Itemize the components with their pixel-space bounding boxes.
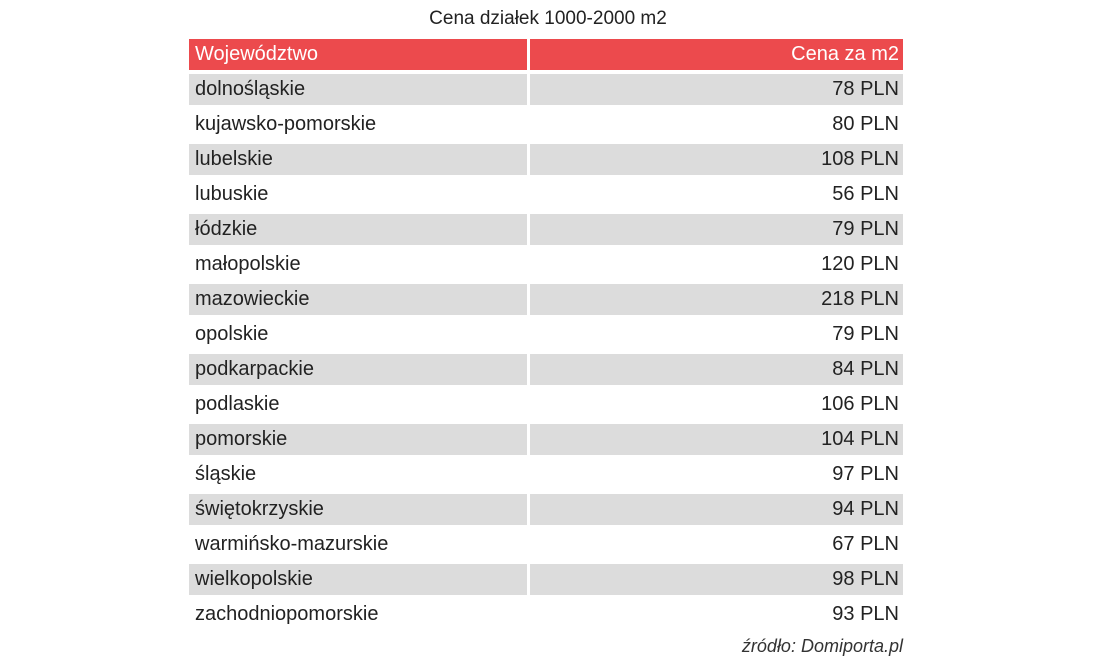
region-cell: zachodniopomorskie (189, 599, 527, 634)
price-cell: 93 PLN (527, 599, 903, 634)
table-row (189, 144, 903, 179)
table-row (189, 109, 903, 144)
source-note: źródło: Domiporta.pl (741, 636, 903, 656)
table-row (189, 249, 903, 284)
region-cell: podkarpackie (189, 354, 527, 389)
region-cell: podlaskie (189, 389, 527, 424)
price-cell: 79 PLN (527, 214, 903, 249)
price-cell: 120 PLN (527, 249, 903, 284)
table-row (189, 564, 903, 599)
table-header-row (189, 39, 903, 74)
price-cell: 108 PLN (527, 144, 903, 179)
price-cell: 79 PLN (527, 319, 903, 354)
region-cell: lubelskie (189, 144, 527, 179)
region-cell: łódzkie (189, 214, 527, 249)
region-cell: śląskie (189, 459, 527, 494)
region-cell: świętokrzyskie (189, 494, 527, 529)
table-row (189, 354, 903, 389)
region-cell: mazowieckie (189, 284, 527, 319)
table-title: Cena działek 1000-2000 m2 (429, 8, 667, 29)
price-cell: 56 PLN (527, 179, 903, 214)
table-row (189, 424, 903, 459)
table-row (189, 319, 903, 354)
table-row (189, 389, 903, 424)
price-cell: 94 PLN (527, 494, 903, 529)
table-row (189, 179, 903, 214)
price-cell: 97 PLN (527, 459, 903, 494)
header-price: Cena za m2 (527, 39, 903, 74)
table-row (189, 74, 903, 109)
price-cell: 67 PLN (527, 529, 903, 564)
price-cell: 104 PLN (527, 424, 903, 459)
table-row (189, 459, 903, 494)
region-cell: lubuskie (189, 179, 527, 214)
price-cell: 78 PLN (527, 74, 903, 109)
price-cell: 218 PLN (527, 284, 903, 319)
price-cell: 106 PLN (527, 389, 903, 424)
region-cell: dolnośląskie (189, 74, 527, 109)
price-cell: 98 PLN (527, 564, 903, 599)
region-cell: warmińsko-mazurskie (189, 529, 527, 564)
region-cell: opolskie (189, 319, 527, 354)
table-row (189, 494, 903, 529)
header-region: Województwo (189, 39, 527, 74)
region-cell: pomorskie (189, 424, 527, 459)
price-cell: 84 PLN (527, 354, 903, 389)
table-row (189, 284, 903, 319)
price-table (189, 39, 903, 634)
table-row (189, 599, 903, 634)
table-row (189, 529, 903, 564)
region-cell: małopolskie (189, 249, 527, 284)
region-cell: wielkopolskie (189, 564, 527, 599)
price-cell: 80 PLN (527, 109, 903, 144)
table-row (189, 214, 903, 249)
region-cell: kujawsko-pomorskie (189, 109, 527, 144)
